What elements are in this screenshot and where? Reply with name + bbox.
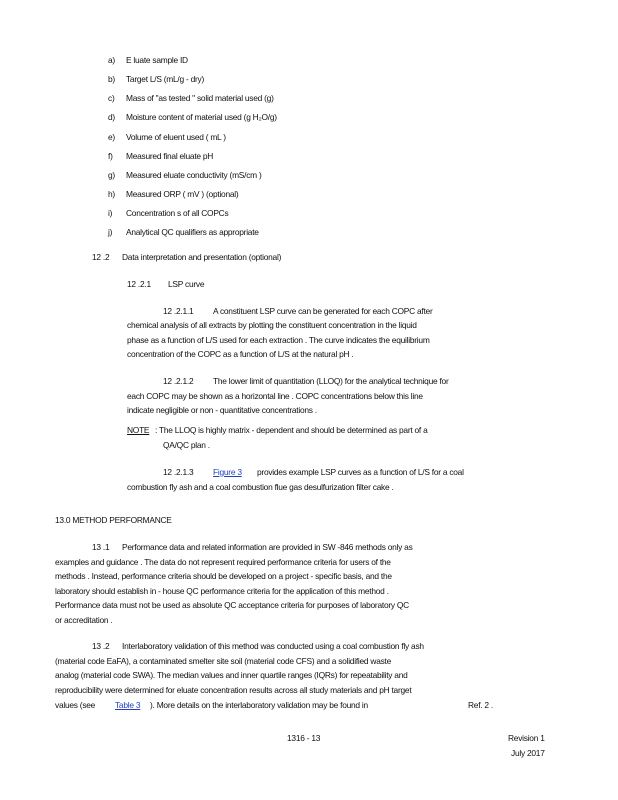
figure-3-link[interactable]: Figure 3: [213, 467, 242, 477]
note-text: : The LLOQ is highly matrix - dependent and should be determined as part of a: [155, 425, 428, 435]
paragraph-line: analog (material code SWA). The median values and inner quartile ranges (IQRs) for repeatability and: [55, 670, 408, 680]
table-3-link[interactable]: Table 3: [115, 700, 141, 710]
list-text: Target L/S (mL/g - dry): [126, 74, 205, 84]
list-text: Measured final eluate pH: [126, 151, 214, 161]
list-label: c): [108, 93, 115, 103]
paragraph-line: indicate negligible or non - quantitative concentrations .: [127, 405, 317, 415]
paragraph-line: combustion fly ash and a coal combustion flue gas desulfurization filter cake .: [127, 482, 394, 492]
section-title: Data interpretation and presentation (optional): [122, 252, 282, 262]
list-label: d): [108, 112, 115, 122]
list-label: i): [108, 208, 113, 218]
paragraph-number: 12 .2.1.3: [163, 467, 194, 477]
note-label: NOTE: [127, 425, 150, 435]
list-label: e): [108, 132, 115, 142]
list-text: Measured ORP ( mV ) (optional): [126, 189, 239, 199]
paragraph-line: phase as a function of L/S used for each extraction . The curve indicates the equilibrium: [127, 335, 430, 345]
note-line: QA/QC plan .: [163, 440, 210, 450]
list-text: Analytical QC qualifiers as appropriate: [126, 227, 259, 237]
paragraph-line: laboratory should establish in - house QC performance criteria for the application of this method .: [55, 586, 389, 596]
list-text: Mass of "as tested " solid material used (g): [126, 93, 274, 103]
paragraph-line: chemical analysis of all extracts by plotting the constituent concentration in the liquid: [127, 320, 417, 330]
list-label: h): [108, 189, 115, 199]
paragraph-line: concentration of the COPC as a function of L/S at the natural pH .: [127, 349, 354, 359]
section-number: 12 .2: [92, 252, 110, 262]
revision-label: Revision 1: [508, 733, 545, 743]
paragraph-number: 13 .2: [92, 641, 110, 651]
list-text: Moisture content of material used (g H₂O/g): [126, 112, 277, 122]
list-label: j): [108, 227, 113, 237]
paragraph-line: reproducibility were determined for eluate concentration results across all study materials and pH target: [55, 685, 412, 695]
list-text: Measured eluate conductivity (mS/cm ): [126, 170, 262, 180]
list-label: a): [108, 55, 115, 65]
list-text: E luate sample ID: [126, 55, 188, 65]
section-13-heading: 13.0 METHOD PERFORMANCE: [55, 515, 172, 525]
list-label: g): [108, 170, 115, 180]
list-label: b): [108, 74, 115, 84]
paragraph-number: 13 .1: [92, 542, 110, 552]
section-number: 12 .2.1: [127, 279, 151, 289]
paragraph-line: examples and guidance . The data do not represent required performance criteria for users of the: [55, 557, 391, 567]
paragraph-line: or accreditation .: [55, 615, 113, 625]
list-text: Concentration s of all COPCs: [126, 208, 229, 218]
paragraph-line: (material code EaFA), a contaminated smelter site soil (material code CFS) and a solidified waste: [55, 656, 392, 666]
section-title: LSP curve: [168, 279, 205, 289]
list-label: f): [108, 151, 113, 161]
paragraph-number: 12 .2.1.1: [163, 306, 194, 316]
paragraph-line: each COPC may be shown as a horizontal line . COPC concentrations below this line: [127, 391, 423, 401]
page-number: 1316 - 13: [287, 733, 321, 743]
paragraph-line: Performance data must not be used as absolute QC acceptance criteria for purposes of laboratory QC: [55, 600, 409, 610]
revision-date: July 2017: [511, 748, 545, 758]
reference: Ref. 2 .: [468, 700, 493, 710]
list-text: Volume of eluent used ( mL ): [126, 132, 226, 142]
paragraph-number: 12 .2.1.2: [163, 376, 194, 386]
paragraph-line: methods . Instead, performance criteria should be developed on a project - specific basis, and the: [55, 571, 392, 581]
